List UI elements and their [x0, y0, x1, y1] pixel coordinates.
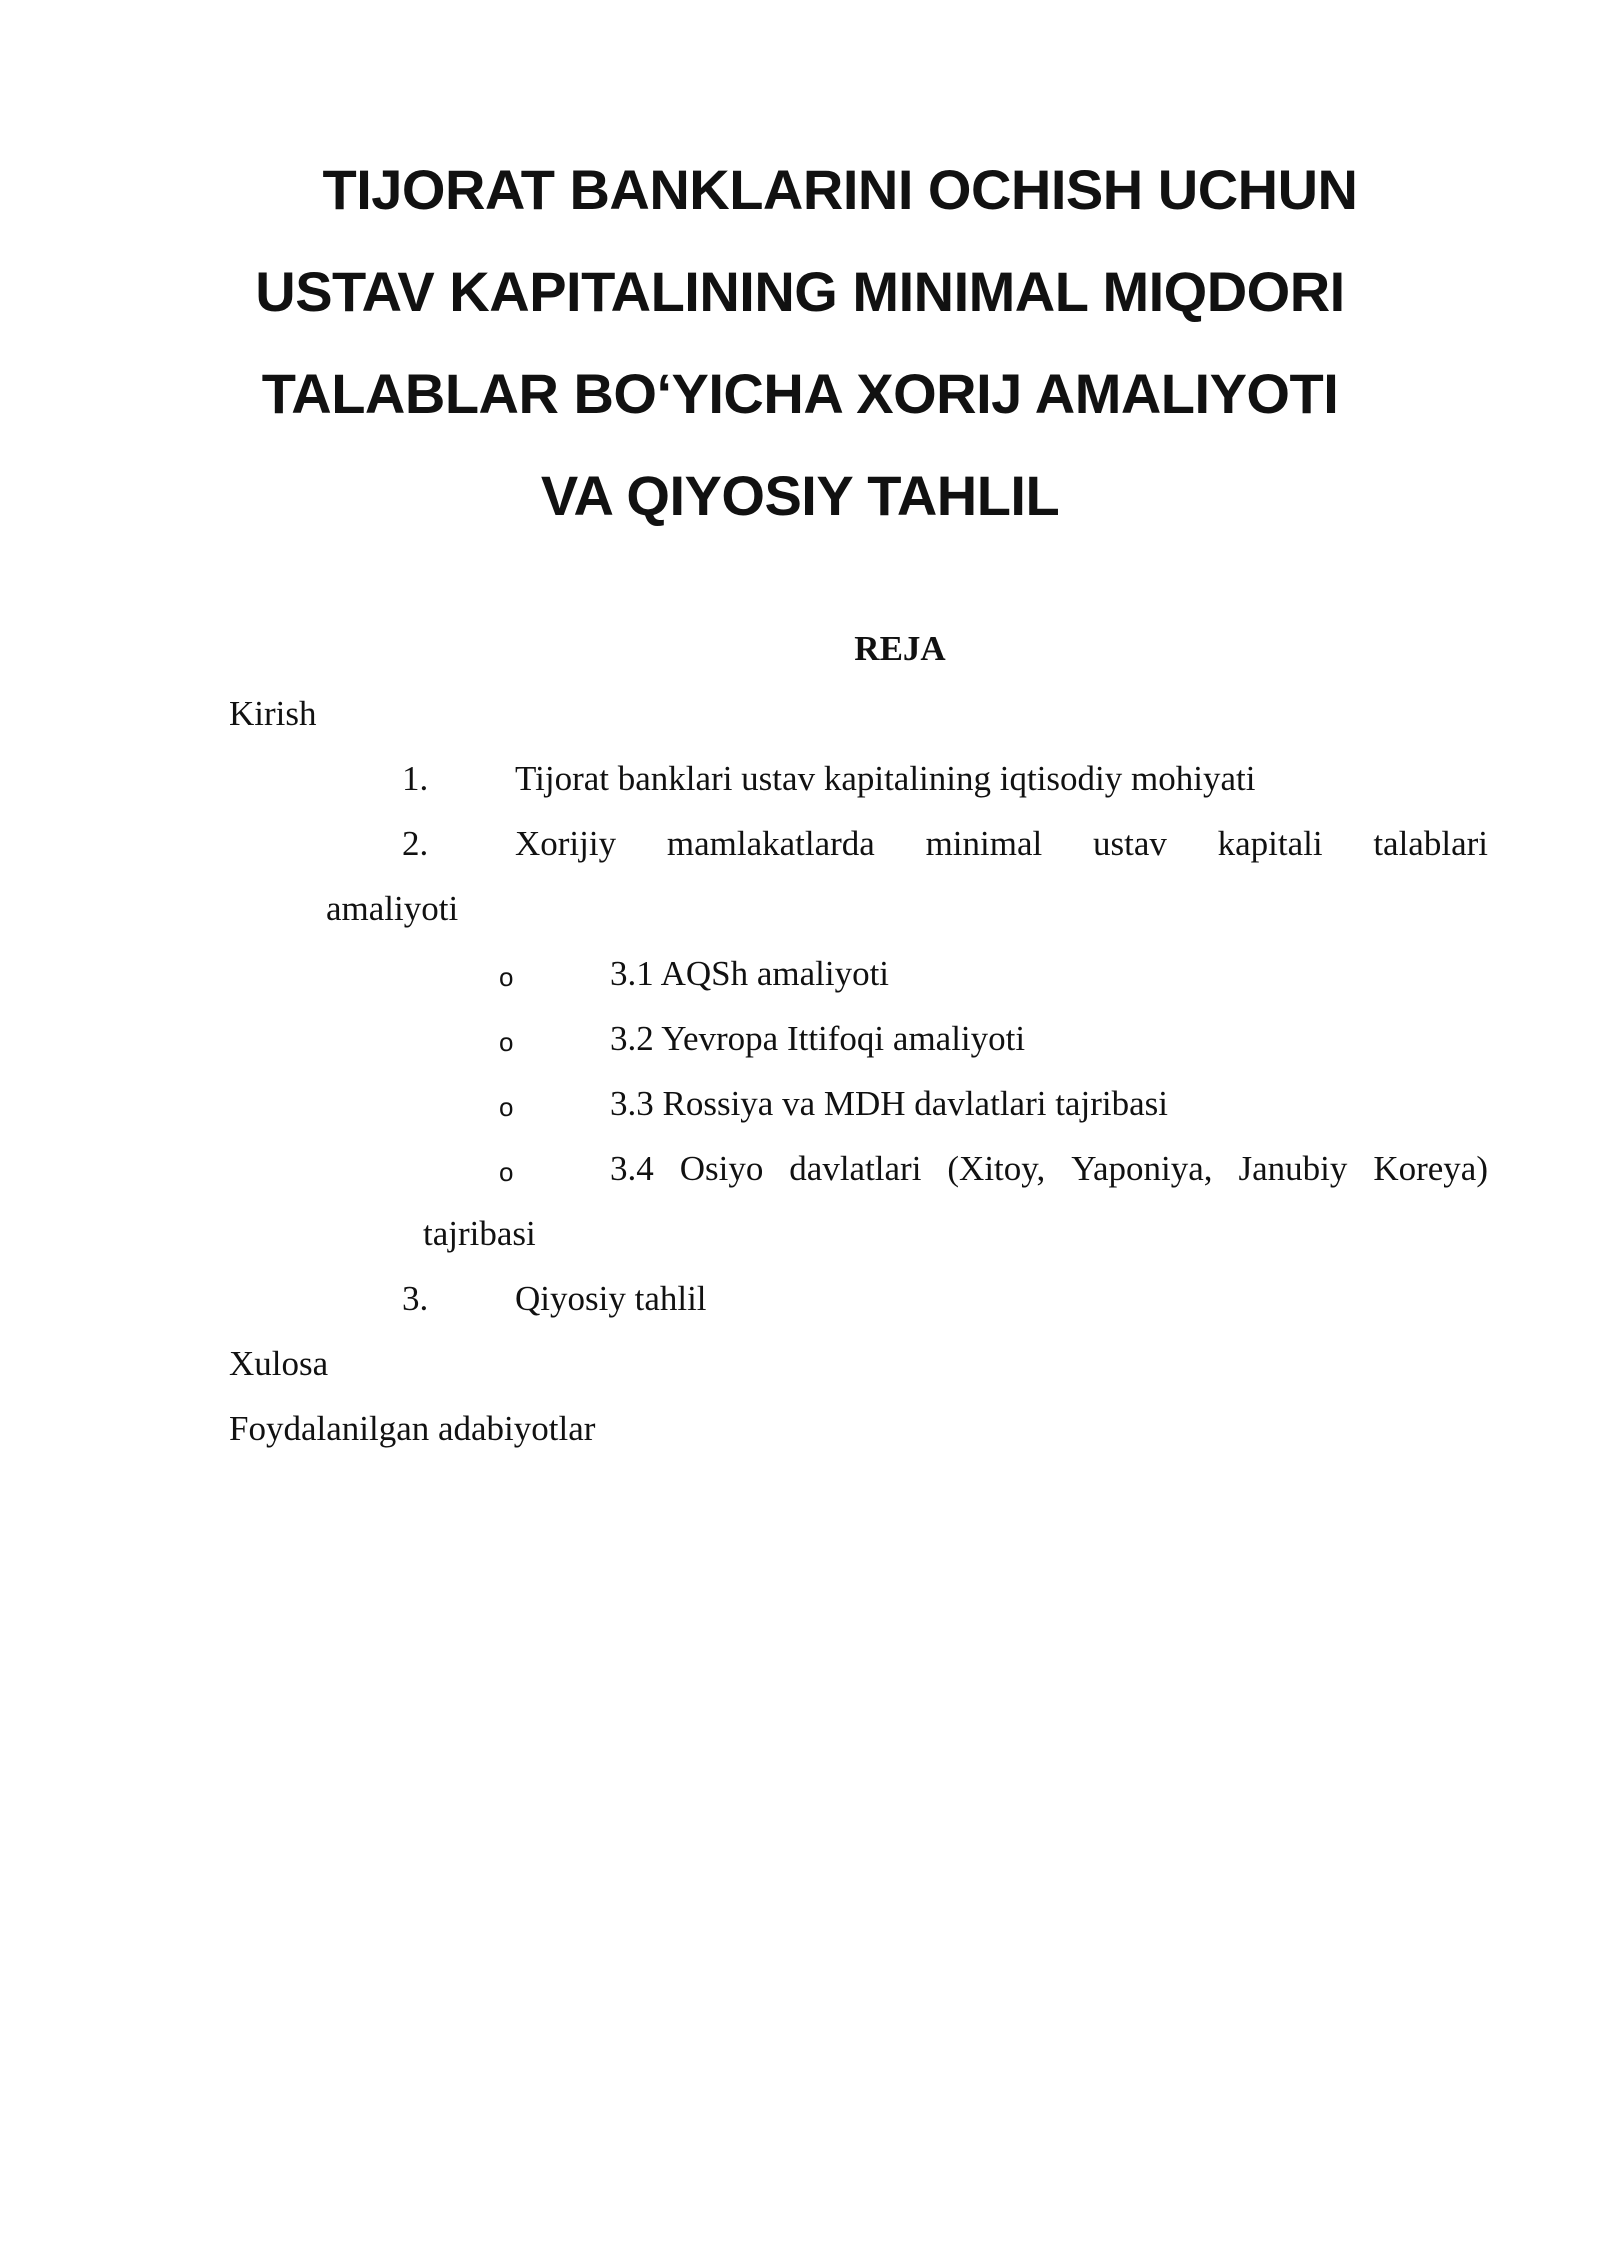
item-2-word: minimal: [925, 824, 1043, 863]
subitem-1-text: 3.1 AQSh amaliyoti: [610, 954, 890, 993]
subitem-3-text: 3.3 Rossiya va MDH davlatlari tajribasi: [610, 1084, 1168, 1123]
item-2-word: kapitali: [1217, 824, 1323, 863]
item-2-number: 2.: [402, 824, 429, 863]
intro-entry: Kirish: [229, 694, 317, 733]
document-title-line-2: USTAV KAPITALINING MINIMAL MIQDORI: [255, 260, 1345, 323]
subitem-4-word: Koreya): [1373, 1149, 1488, 1188]
subitem-4-continuation: tajribasi: [423, 1214, 536, 1253]
subitem-4-word: (Xitoy,: [947, 1149, 1046, 1188]
subitem-1-bullet-icon: o: [499, 962, 514, 992]
subitem-3-bullet-icon: o: [499, 1092, 514, 1122]
item-2-word: Xorijiy: [515, 824, 617, 863]
item-1-number: 1.: [402, 759, 429, 798]
item-1-text: Tijorat banklari ustav kapitalining iqtisodiy mohiyati: [515, 759, 1256, 798]
item-2-word: ustav: [1092, 824, 1167, 863]
document-title-line-4: VA QIYOSIY TAHLIL: [540, 464, 1060, 527]
subitem-4-word: Janubiy: [1238, 1149, 1348, 1188]
item-2-text: [515, 822, 1488, 866]
subitem-2-bullet-icon: o: [499, 1027, 514, 1057]
subitem-4-word: 3.4: [610, 1149, 654, 1188]
subitem-4-word: Yaponiya,: [1071, 1149, 1213, 1188]
subitem-4-bullet-icon: o: [499, 1157, 514, 1187]
document-title-line-1: TIJORAT BANKLARINI OCHISH UCHUN: [322, 158, 1358, 221]
item-2-word: mamlakatlarda: [666, 824, 875, 863]
subitem-4-word: Osiyo: [679, 1149, 764, 1188]
item-2-word: talablari: [1373, 824, 1488, 863]
plan-heading: REJA: [854, 629, 946, 668]
references-entry: Foydalanilgan adabiyotlar: [229, 1409, 596, 1448]
document-title-line-3: TALABLAR BO‘YICHA XORIJ AMALIYOTI: [261, 362, 1339, 425]
item-3-number: 3.: [402, 1279, 429, 1318]
subitem-4-text: [610, 1147, 1488, 1191]
conclusion-entry: Xulosa: [229, 1344, 329, 1383]
subitem-4-word: davlatlari: [789, 1149, 922, 1188]
item-2-continuation: amaliyoti: [326, 889, 459, 928]
subitem-2-text: 3.2 Yevropa Ittifoqi amaliyoti: [610, 1019, 1026, 1058]
item-3-text: Qiyosiy tahlil: [515, 1279, 707, 1318]
